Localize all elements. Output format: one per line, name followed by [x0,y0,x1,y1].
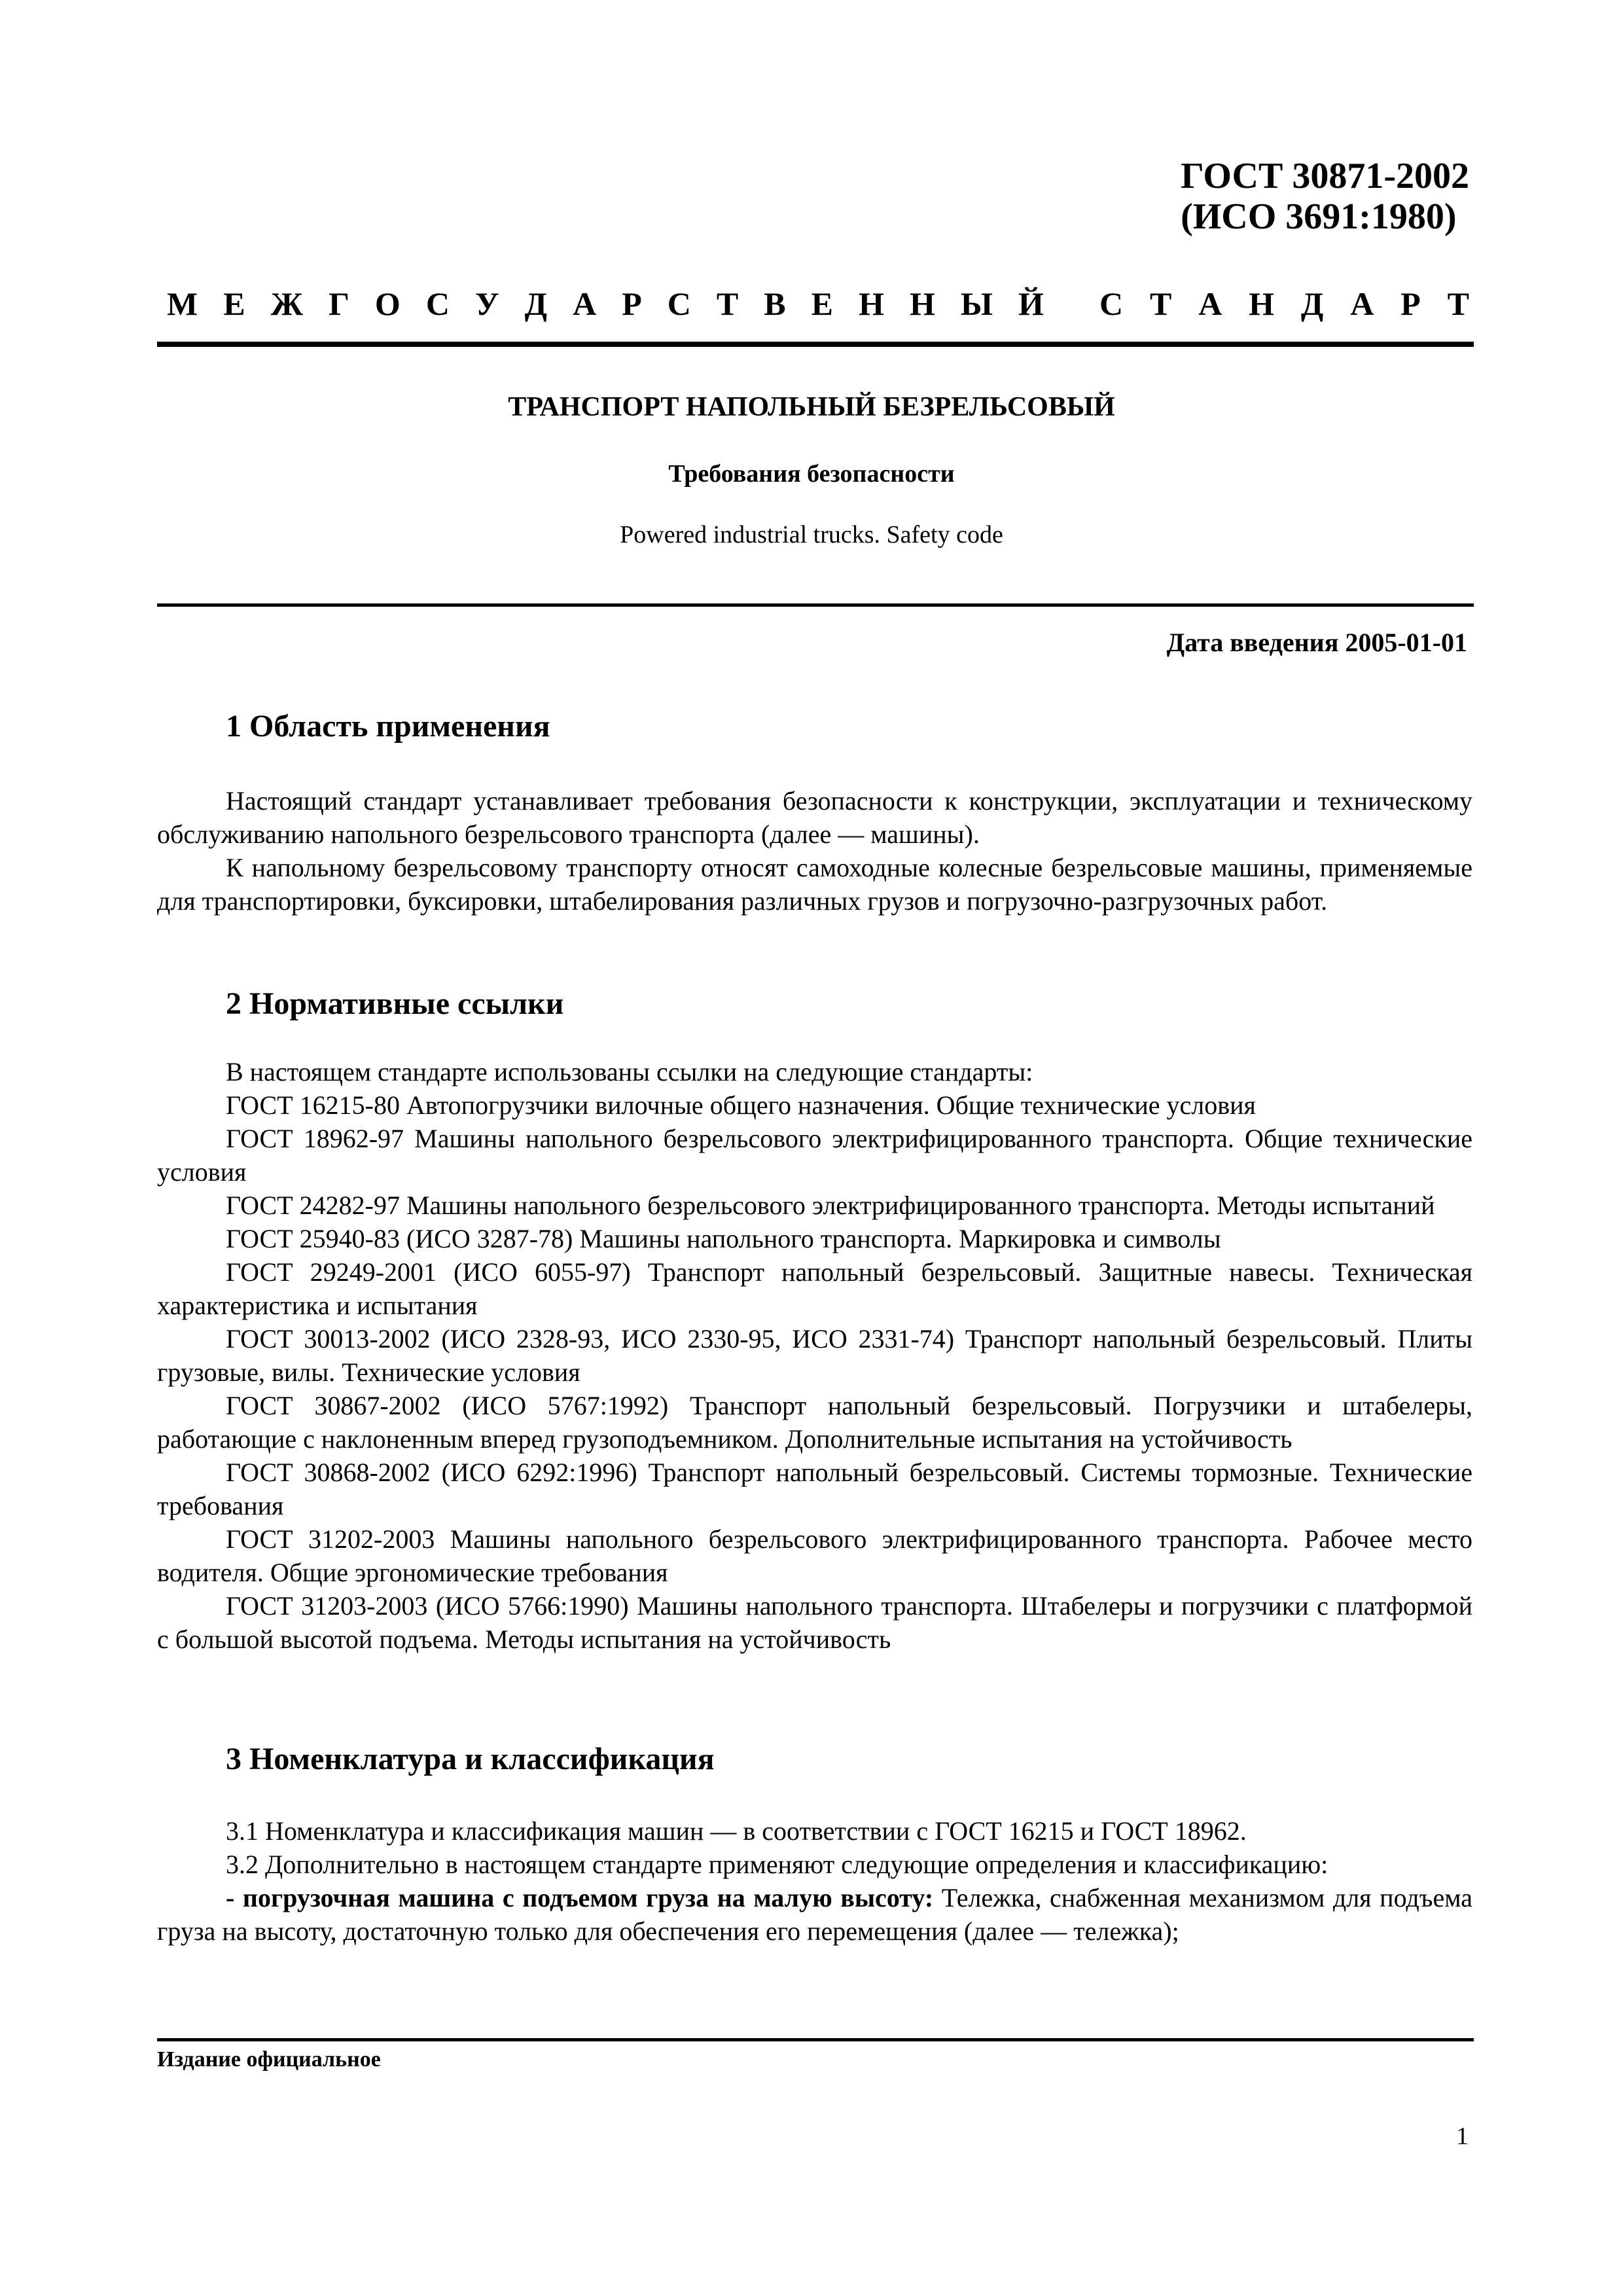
reference-item: ГОСТ 30013-2002 (ИСО 2328-93, ИСО 2330-95, ИСО 2331-74) Транспорт напольный безрельсовый. Плиты грузовые, вилы. Технические условия [157,1324,1472,1387]
iso-code: (ИСО 3691:1980) [1181,196,1457,237]
banner-letter: А [1350,285,1374,322]
banner-letter: Р [622,285,642,322]
definition-text: Тележка, снабженная механизмом для подъема груза на высоту, достаточную только для обеспечения его перемещения (далее — тележка); [157,1883,1472,1946]
banner-letter: Д [524,285,548,322]
reference-item: ГОСТ 18962-97 Машины напольного безрельсового электрифицированного транспорта. Общие технические условия [157,1124,1472,1187]
reference-item: ГОСТ 16215-80 Автопогрузчики вилочные общего назначения. Общие технические условия [226,1090,1256,1120]
section2-heading: 2 Нормативные ссылки [226,986,564,1021]
banner-letter: А [573,285,597,322]
section3-heading: 3 Номенклатура и классификация [226,1742,715,1776]
banner-letter: Т [716,285,739,322]
english-title: Powered industrial trucks. Safety code [620,521,1003,548]
banner-letter: С [425,285,450,322]
banner-letter: У [474,285,499,322]
section1-body [157,784,1472,918]
reference-item: ГОСТ 31203-2003 (ИСО 5766:1990) Машины напольного транспорта. Штабелеры и погрузчики с платформой с большой высотой подъема. Методы испытания на устойчивость [157,1591,1472,1654]
interstate-standard-banner [167,285,1469,323]
reference-item: ГОСТ 30867-2002 (ИСО 5767:1992) Транспорт напольный безрельсовый. Погрузчики и штабелеры, работающие с наклоненным вперед грузоподъемником. Дополнительные испытания на устойчивость [157,1391,1472,1454]
page-number: 1 [1456,2123,1469,2150]
banner-letter: Г [329,285,349,322]
interstate-word [167,285,1044,323]
banner-letter: Т [1149,285,1172,322]
title-rule [157,603,1474,607]
paragraph: К напольному безрельсовому транспорту относят самоходные колесные безрельсовые машины, применяемые для транспортировки, буксировки, штабелирования различных грузов и погрузочно-разгрузочных работ. [157,853,1472,916]
header-rule [157,342,1474,347]
banner-letter: Н [1249,285,1275,322]
definition-term: - погрузочная машина с подъемом груза на малую высоту: [226,1883,934,1912]
banner-letter: Н [909,285,935,322]
paragraph: Настоящий стандарт устанавливает требования безопасности к конструкции, эксплуатации и техническому обслуживанию напольного безрельсового транспорта (далее — машины). [157,786,1472,849]
section1-heading: 1 Область применения [226,709,550,744]
definition [157,1881,1472,1948]
footer-rule [157,2038,1474,2041]
reference-item: ГОСТ 31202-2003 Машины напольного безрельсового электрифицированного транспорта. Рабочее место водителя. Общие эргономические требования [157,1524,1472,1587]
paragraph: В настоящем стандарте использованы ссылки на следующие стандарты: [226,1057,1033,1086]
official-edition-label: Издание официальное [157,2047,381,2072]
banner-letter: А [1198,285,1222,322]
banner-letter: С [667,285,691,322]
banner-letter: С [1099,285,1124,322]
paragraph: 3.1 Номенклатура и классификация машин — в соответствии с ГОСТ 16215 и ГОСТ 18962. [226,1816,1247,1846]
standard-code-block [1181,156,1469,237]
banner-letter: Е [223,285,245,322]
banner-letter: Ж [270,285,304,322]
banner-letter: Й [1018,285,1044,322]
section3-body [157,1814,1472,1948]
standard-word [1099,285,1469,323]
document-subtitle: Требования безопасности [668,460,955,488]
reference-item: ГОСТ 25940-83 (ИСО 3287-78) Машины напольного транспорта. Маркировка и символы [226,1224,1221,1253]
paragraph: 3.2 Дополнительно в настоящем стандарте применяют следующие определения и классификацию: [226,1850,1329,1879]
banner-letter: Е [811,285,833,322]
banner-letter: Д [1300,285,1324,322]
banner-letter: Р [1400,285,1421,322]
banner-letter: О [374,285,401,322]
banner-letter: Ы [960,285,993,322]
standard-code: ГОСТ 30871-2002 [1181,156,1469,196]
banner-letter: В [764,285,786,322]
reference-item: ГОСТ 24282-97 Машины напольного безрельсового электрифицированного транспорта. Методы испытаний [226,1191,1435,1220]
banner-letter: Н [859,285,884,322]
reference-item: ГОСТ 29249-2001 (ИСО 6055-97) Транспорт напольный безрельсовый. Защитные навесы. Техническая характеристика и испытания [157,1257,1472,1320]
reference-item: ГОСТ 30868-2002 (ИСО 6292:1996) Транспорт напольный безрельсовый. Системы тормозные. Технические требования [157,1458,1472,1520]
banner-letter: М [167,285,198,322]
introduction-date: Дата введения 2005-01-01 [1166,628,1467,657]
banner-letter: Т [1447,285,1469,322]
document-title: ТРАНСПОРТ НАПОЛЬНЫЙ БЕЗРЕЛЬСОВЫЙ [508,392,1115,422]
section2-body [157,1055,1472,1656]
